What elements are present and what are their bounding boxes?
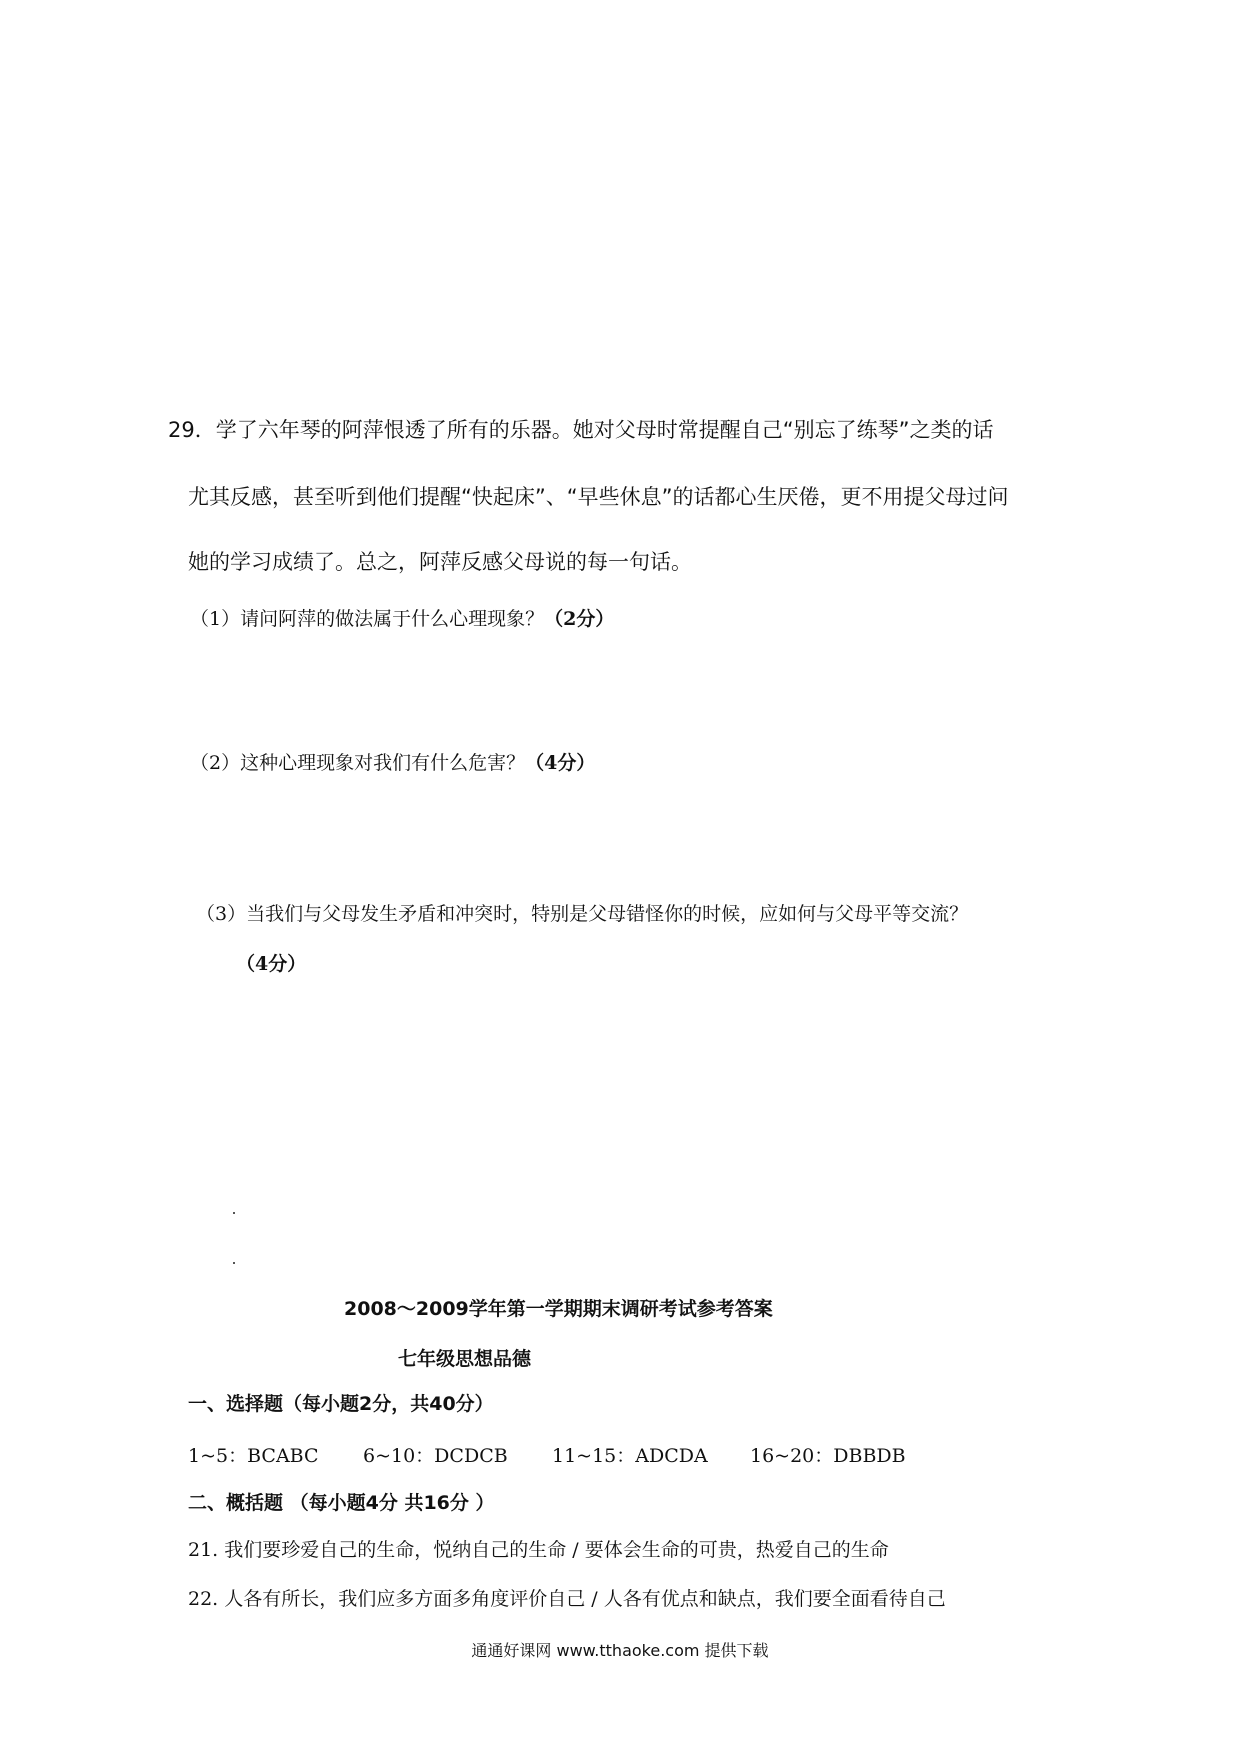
- page-footer: 通通好课网 www.tthaoke.com 提供下载: [471, 1641, 769, 1660]
- sub-question-1: [190, 608, 614, 631]
- answer-item-22: 22. 人各有所长，我们应多方面多角度评价自己 / 人各有优点和缺点，我们要全面看待自己: [188, 1588, 946, 1610]
- sub-question-1-text: （1）请问阿萍的做法属于什么心理现象？: [190, 608, 545, 630]
- answer-group-3: 11~15：ADCDA: [552, 1445, 708, 1467]
- question-29-line-3: 她的学习成绩了。总之，阿萍反感父母说的每一句话。: [188, 550, 692, 574]
- sub-question-1-score: （2分）: [544, 608, 615, 630]
- stray-mark: [233, 1262, 235, 1264]
- question-29-line-1: 29．学了六年琴的阿萍恨透了所有的乐器。她对父母时常提醒自己“别忘了练琴”之类的话: [168, 418, 994, 442]
- section-1-heading: 一、选择题（每小题2分，共40分）: [188, 1393, 494, 1415]
- answer-key-title: 2008～2009学年第一学期期末调研考试参考答案: [344, 1298, 773, 1320]
- sub-question-2-text: （2）这种心理现象对我们有什么危害？: [190, 752, 526, 774]
- sub-question-3-score: （4分）: [236, 953, 307, 975]
- sub-question-3-text: （3）当我们与父母发生矛盾和冲突时，特别是父母错怪你的时候，应如何与父母平等交流？: [196, 903, 969, 925]
- answer-item-21: 21. 我们要珍爱自己的生命，悦纳自己的生命 / 要体会生命的可贵，热爱自己的生命: [188, 1539, 889, 1561]
- sub-question-2: [190, 752, 595, 775]
- answer-group-2: 6~10：DCDCB: [363, 1445, 508, 1467]
- answer-key-subtitle: 七年级思想品德: [398, 1348, 532, 1370]
- answer-group-4: 16~20：DBBDB: [750, 1445, 906, 1467]
- stray-mark: [233, 1212, 235, 1214]
- question-29-line-2: 尤其反感，甚至听到他们提醒“快起床”、“早些休息”的话都心生厌倦，更不用提父母过问: [188, 485, 1009, 509]
- section-2-heading: 二、概括题 （每小题4分 共16分 ）: [188, 1492, 495, 1514]
- answer-group-1: 1~5：BCABC: [188, 1445, 319, 1467]
- sub-question-2-score: （4分）: [525, 752, 596, 774]
